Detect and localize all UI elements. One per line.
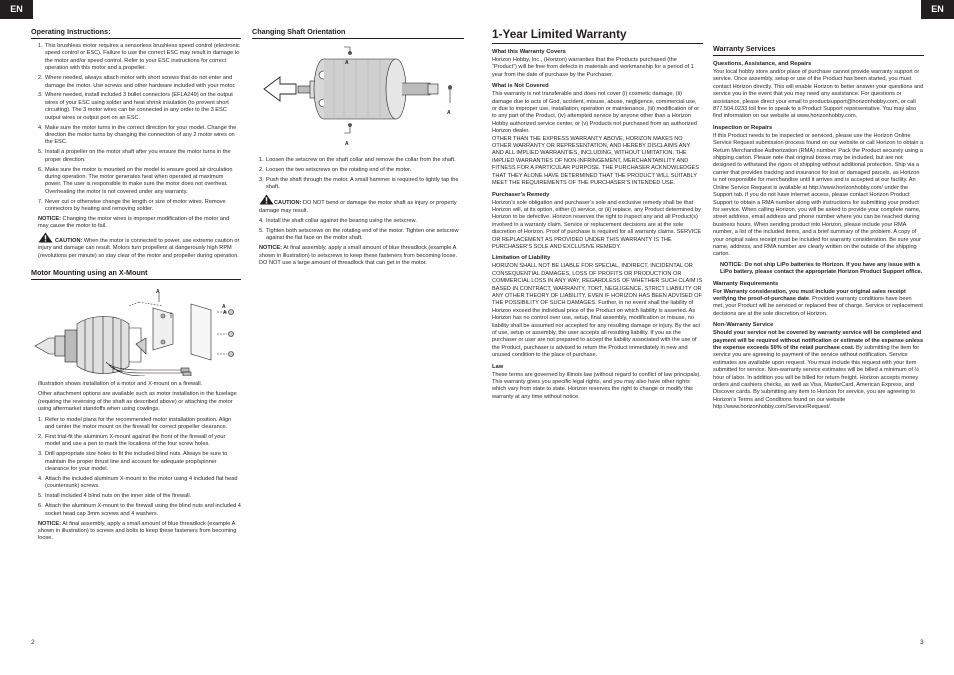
column-operating	[31, 27, 241, 546]
requirements-bold: For Warranty consideration, you must include your original sales receipt verifying the proof-of-purchase date	[713, 288, 906, 302]
services-inspection-text: If this Product needs to be inspected or serviced, please use the Horizon Online Service Request submission process found on our website or call Horizon to obtain a Return Merchandise Authorization (RMA) number. Pack the Product securely using a shipping carton. Please note that original boxes may be included, but are not designed to withstand the rigors of shipping without additional protection. Ship via a carrier that provides tracking and insurance for lost or damaged parcels, as Horizon is not responsible for merchandise until it arrives and is accepted at our facility. An Online Service Request is available at http://www.horizonhobby.com/ under the Support tab. If you do not have internet access, please contact Horizon Product Support to obtain a RMA number along with instructions for submitting your product for service. When calling Horizon, you will be asked to provide your complete name, street address, email address and phone number where you can be reached during business hours. When sending product into Horizon, please include your RMA number, a list of the included items, and a brief summary of the problem. A copy of your original sales receipt must be included for warranty consideration. Be sure your name, address, and RMA number are clearly written on the outside of the shipping carton.	[713, 132, 924, 258]
item-text: Never cut or otherwise change the length or size of motor wires. Remove connectors by heating and removing solder.	[45, 198, 226, 213]
figure-label-a: A	[223, 310, 227, 317]
page-number-right: 3	[920, 639, 924, 646]
list-item	[38, 43, 241, 73]
operating-list	[31, 43, 241, 214]
caution-label: CAUTION:	[55, 237, 83, 244]
xmount-list	[31, 417, 241, 518]
item-text: Install included 4 blind nuts on the inner side of the firewall.	[45, 493, 192, 500]
xmount-label-layer	[31, 284, 241, 381]
caution-label: CAUTION:	[274, 200, 302, 207]
operating-heading: Operating Instructions:	[31, 27, 241, 39]
list-item	[38, 434, 241, 449]
warranty-covers-heading: What this Warranty Covers	[492, 49, 566, 55]
item-text: First trial-fit the aluminum X-mount against the front of the firewall of your model and use a pen to mark the locations of the four screw holes.	[45, 434, 226, 448]
operating-caution	[38, 234, 241, 260]
warranty-title: 1-Year Limited Warranty	[492, 27, 703, 44]
item-number: 5.	[38, 149, 43, 156]
warranty-disclaimer-text: OTHER THAN THE EXPRESS WARRANTY ABOVE, HORIZON MAKES NO OTHER WARRANTY OR REPRESENTATION, AND HEREBY DISCLAIMS ANY AND ALL IMPLIED WARRANTIES, INCLUDING, WITHOUT LIMITATION, THE IMPLIED WARRANTIES OF NON-INFRINGEMENT, MERCHANTABILITY AND FITNESS FOR A PARTICULAR PURPOSE. THE PURCHASER ACKNOWLEDGES THAT THEY ALONE HAVE DETERMINED THAT THE PRODUCT WILL SUITABLY MEET THE REQUIREMENTS OF THE PURCHASER’S INTENDED USE.	[492, 135, 700, 187]
item-text: Loosen the setscrew on the shaft collar and remove the collar from the shaft.	[266, 157, 456, 163]
item-text: Tighten both setscrews on the rotating end of the motor. Tighten one setscrew against the flat face on the motor shaft.	[266, 227, 459, 242]
item-number: 1.	[38, 416, 43, 423]
item-text: Where needed, install included 3 bullet connectors (EFLA249) on the output wires of your ESC using solder and heat shrink insulation (to prevent short circuiting). The 3 motor wires can be connected in any order to the 3 ESC output wires or output port on an ESC.	[45, 92, 233, 121]
column-services	[713, 44, 924, 415]
list-item	[259, 228, 464, 243]
list-item	[38, 503, 241, 518]
services-non-warranty-text	[713, 330, 924, 411]
list-item	[259, 177, 464, 192]
list-item	[259, 157, 464, 164]
language-tab-label: EN	[10, 4, 23, 14]
figure-label-a: A	[222, 304, 226, 311]
item-number: 3.	[38, 451, 43, 458]
services-heading: Warranty Services	[713, 44, 924, 56]
item-text: Where needed, always attach motor with short screws that do not enter and damage the motor. Use screws and other hardware included with your motor.	[45, 75, 236, 89]
services-lipo-notice: NOTICE: Do not ship LiPo batteries to Horizon. If you have any issue with a LiPo battery, please contact the appropriate Horizon Product Support office.	[720, 261, 923, 276]
caution-text: DO NOT bend or damage the motor shaft as injury or property damage may result.	[259, 200, 457, 214]
notice-label: NOTICE:	[259, 245, 282, 252]
item-number: 3.	[259, 176, 264, 183]
item-text: This brushless motor requires a sensorless brushless speed control (electronic speed control or ESC). Failure to use the correct ESC may result in damage to the motor and/or speed control. Refer to your ESC instructions for correct operation with this motor and a propeller.	[45, 43, 240, 72]
warning-triangle-icon	[259, 194, 274, 205]
list-item	[38, 417, 241, 432]
notice-label: NOTICE:	[38, 520, 61, 527]
non-warranty-rest: By submitting the item for service you are agreeing to payment of the service without notification. Service estimates are available upon request. You must include this request with your item submitted for service. Non-warranty service estimates will be billed a minimum of ½ hour of labor. In addition you will be billed for return freight. Horizon accepts money orders and cashiers checks, as well as Visa, MasterCard, American Express, and Discover cards. By submitting any item to Horizon for service, you are agreeing to Horizon’s Terms and Conditions found on our website http://www.horizonhobby.com/Service/Request/.	[713, 345, 920, 411]
column-shaft	[252, 27, 464, 270]
list-item	[38, 167, 241, 197]
item-text: Loosen the two setscrews on the rotating end of the motor.	[266, 166, 412, 173]
item-number: 1.	[259, 157, 264, 163]
page-number-left: 2	[31, 639, 35, 646]
item-number: 5.	[259, 227, 264, 234]
operating-notice	[38, 216, 241, 231]
shaft-notice	[259, 245, 464, 267]
item-number: 4.	[38, 476, 43, 483]
xmount-notice	[38, 521, 241, 543]
item-text: Make sure the motor is mounted on the model to ensure good air circulation during operation. The motor generates heat when operated at maximum power. The user is responsible to make sure the motor does not overheat. Overheating the motor is not covered under any warranty.	[45, 166, 233, 195]
item-text: Install a propeller on the motor shaft after you ensure the motor turns in the proper direction.	[45, 149, 231, 163]
notice-label: NOTICE:	[38, 216, 61, 223]
figure-label-a: A	[345, 60, 349, 66]
item-number: 2.	[259, 166, 264, 173]
services-inspection-heading: Inspection or Repairs	[713, 124, 773, 131]
item-text: Drill appropriate size holes to fit the included blind nuts. Always be sure to maintain the proper thrust line and account for adequate prop/spinner clearance for your model.	[45, 451, 228, 473]
language-tab-label: EN	[931, 4, 944, 14]
xmount-paragraph: Other attachment options are available such as motor installation in the fuselage (requiring the reversing of the shaft as described above) or attaching the motor using aftermarket standoffs when using cowlings.	[38, 391, 237, 413]
item-number: 6.	[38, 166, 43, 173]
figure-label-a: A	[345, 141, 349, 147]
shaft-list	[252, 157, 464, 192]
list-item	[38, 199, 241, 214]
item-number: 4.	[38, 124, 43, 131]
item-text: Attach the included aluminum X-mount to the motor using 4 included flat head (countersunk) screws.	[45, 476, 238, 490]
warranty-liability-heading: Limitation of Liability	[492, 255, 551, 262]
item-text: Attach the aluminum X-mount to the firewall using the blind nuts and included 4 socket head cap 3mm screws and 4 washers.	[45, 503, 241, 517]
services-non-warranty-heading: Non-Warranty Service	[713, 322, 774, 329]
column-warranty	[492, 27, 703, 404]
services-requirements-text	[713, 289, 924, 319]
warranty-law-heading: Law	[492, 363, 504, 370]
services-questions-text: Your local hobby store and/or place of purchase cannot provide warranty support or service. Once assembly, setup or use of the Product has been started, you must contact Horizon directly. This will enable Horizon to better answer your questions and service you in the event that you may need any assistance. For questions or assistance, please direct your email to productsupport@horizonhobby.com, or call 877.504.0233 toll free to speak to a Product Support representative. You may also find information on our website at www.horizonhobby.com.	[713, 69, 924, 120]
list-item	[38, 125, 241, 147]
warranty-remedy-heading: Purchaser’s Remedy	[492, 191, 550, 198]
list-item	[259, 167, 464, 174]
item-text: Install the shaft collar against the bearing using the setscrew.	[266, 217, 417, 224]
non-warranty-bold: Should your service not be covered by warranty service will be completed and payment will be required without notification or estimate of the expense unless the expense exceeds 50% of the retail purchase cost.	[713, 330, 924, 351]
figure-label-a: A	[156, 289, 160, 296]
warranty-not-covered-text: This warranty is not transferable and does not cover (i) cosmetic damage, (ii) damage due to acts of God, accident, misuse, abuse, negligence, commercial use, or due to improper use, installation, operation or maintenance, (iii) modification of or to any part of the Product, (iv) attempted service by anyone other than a Horizon Hobby authorized service center, or (v) Products not purchased from an authorized Horizon dealer.	[492, 91, 700, 135]
item-text: Push the shaft through the motor. A small hammer is required to lightly tap the shaft.	[266, 176, 459, 191]
list-item	[259, 218, 464, 225]
figure-label-a: A	[447, 110, 451, 116]
item-number: 5.	[38, 493, 43, 500]
notice-text: Changing the motor wires is improper modification of the motor and may cause the motor to fail.	[38, 216, 230, 230]
xmount-caption: Illustration shows installation of a motor and X-mount on a firewall.	[38, 381, 203, 388]
item-text: Refer to model plans for the recommended motor installation position. Align and center the motor mount on the firewall for correct propeller clearance.	[45, 416, 232, 431]
item-number: 6.	[38, 503, 43, 510]
language-tab-left	[0, 0, 33, 19]
item-number: 1.	[38, 43, 43, 49]
list-item	[38, 493, 241, 500]
item-number: 2.	[38, 434, 43, 440]
caution-text: When the motor is connected to power, use extreme caution or injury and damage can result. Motors turn propellers at dangerously high RPM (revolutions per minute) so stay clear of the motor and propeller during operation.	[38, 237, 240, 259]
list-item	[38, 451, 241, 473]
services-questions-heading: Questions, Assistance, and Repairs	[713, 61, 812, 67]
item-number: 2.	[38, 75, 43, 82]
requirements-rest: . Provided warranty conditions have been met, your Product will be serviced or replaced free of charge. Service or replacement decisions are at the sole discretion of Horizon.	[713, 295, 923, 317]
item-number: 4.	[259, 217, 264, 224]
shaft-list-continued	[252, 218, 464, 243]
list-item	[38, 75, 241, 90]
item-number: 3.	[38, 92, 43, 99]
list-item	[38, 476, 241, 491]
shaft-heading: Changing Shaft Orientation	[252, 27, 464, 39]
warning-triangle-icon	[38, 232, 53, 243]
notice-text: At final assembly, apply a small amount of blue threadlock (example A shown in illustration) to setscrews to keep these fasteners from becoming loose. DO NOT use a large amount of threadlock that can get in the motor.	[259, 245, 458, 266]
list-item	[38, 92, 241, 122]
warranty-law-text: These terms are governed by Illinois law (without regard to conflict of law principals). This warranty gives you specific legal rights, and you may also have other rights which vary from state to state. Horizon reserves the right to change or modify this warranty at any time without notice.	[492, 371, 701, 400]
shaft-label-layer	[252, 43, 464, 149]
notice-text: At final assembly, apply a small amount of blue threadlock (example A shown in illustration) to screws and bolts to keep these fasteners from becoming loose.	[38, 520, 237, 542]
item-number: 7.	[38, 198, 43, 205]
services-requirements-heading: Warranty Requirements	[713, 280, 779, 287]
item-text: Make sure the motor turns in the correct direction for your model. Change the direction the motor turns by changing the connection of any 2 motor wires on the ESC.	[45, 124, 237, 146]
warranty-remedy-text: Horizon’s sole obligation and purchaser’s sole and exclusive remedy shall be that Horizon will, at its option, either (i) service, or (ii) replace, any Product determined by Horizon to be defective. Horizon reserves the right to inspect any and all Product(s) involved in a warranty claim. Service or replacement decisions are at the sole discretion of Horizon. Proof of purchase is required for all warranty claims. SERVICE OR REPLACEMENT AS PROVIDED UNDER THIS WARRANTY IS THE PURCHASER’S SOLE AND EXCLUSIVE REMEDY.	[492, 199, 702, 250]
shaft-caution	[259, 194, 464, 215]
warranty-liability-text: HORIZON SHALL NOT BE LIABLE FOR SPECIAL, INDIRECT, INCIDENTAL OR CONSEQUENTIAL DAMAGES, LOSS OF PROFITS OR PRODUCTION OR COMMERCIAL LOSS IN ANY WAY, REGARDLESS OF WHETHER SUCH CLAIM IS BASED IN CONTRACT, WARRANTY, TORT, NEGLIGENCE, STRICT LIABILITY OR ANY OTHER THEORY OF LIABILITY, EVEN IF HORIZON HAS BEEN ADVISED OF THE POSSIBILITY OF SUCH DAMAGES. Further, in no event shall the liability of Horizon exceed the individual price of the Product on which liability is asserted. As Horizon has no control over use, setup, final assembly, modification or misuse, no liability shall be assumed nor accepted for any resulting damage or injury. By the act of use, setup or assembly, the user accepts all resulting liability. If you as the purchaser or user are not prepared to accept the liability associated with the use of the Product, purchaser is advised to return the Product immediately in new and unused condition to the place of purchase.	[492, 263, 703, 359]
xmount-heading: Motor Mounting using an X-Mount	[31, 268, 241, 280]
list-item	[38, 149, 241, 164]
warranty-covers-text: Horizon Hobby, Inc., (Horizon) warranties that the Products purchased (the “Product”) will be free from defects in materials and workmanship for a period of 1 year from the date of purchase by the Purchaser.	[492, 57, 694, 78]
warranty-not-covered-heading: What is Not Covered	[492, 83, 549, 90]
language-tab-right	[921, 0, 954, 19]
